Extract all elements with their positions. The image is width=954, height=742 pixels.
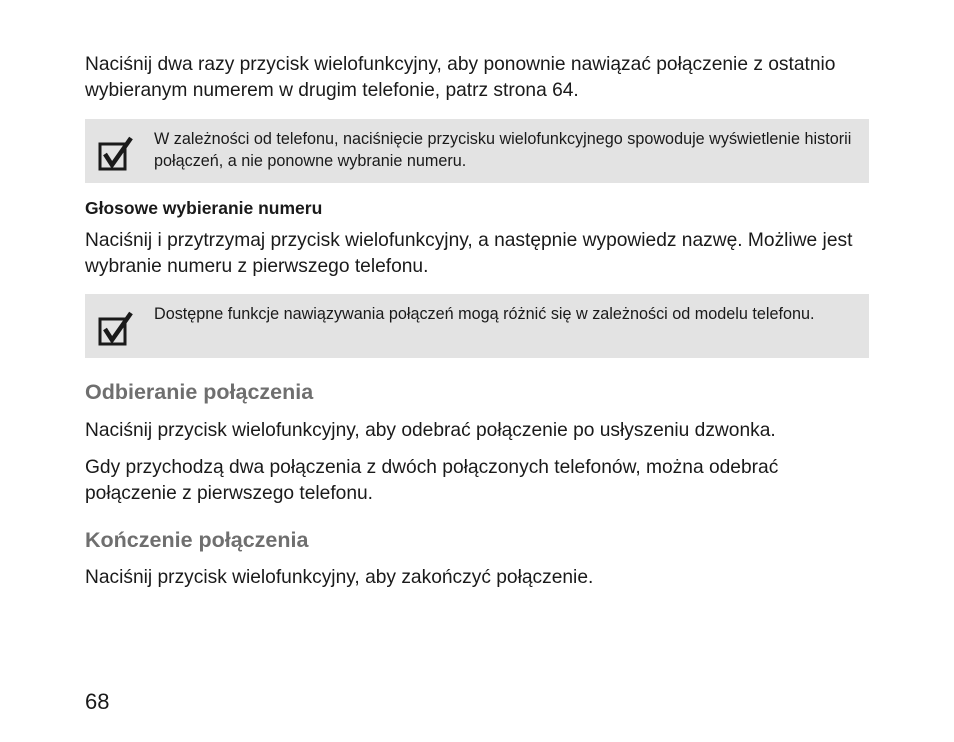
note-text-1: W zależności od telefonu, naciśnięcie przycisku wielofunkcyjnego spowoduje wyświetlenie historii połączeń, a nie ponowne wybranie numeru.	[154, 130, 852, 170]
voice-dial-paragraph: Naciśnij i przytrzymaj przycisk wielofunkcyjny, a następnie wypowiedz nazwę. Możliwe jest wybranie numeru z pierwszego telefonu.	[85, 230, 853, 277]
redial-paragraph: Naciśnij dwa razy przycisk wielofunkcyjny, aby ponownie nawiązać połączenie z ostatnio wybieranym numerem w drugim telefonie, patrz strona 64.	[85, 54, 836, 101]
note-text-2: Dostępne funkcje nawiązywania połączeń mogą różnić się w zależności od modelu telefonu.	[154, 305, 815, 323]
voice-dial-heading: Głosowe wybieranie numeru	[85, 198, 323, 218]
checkmark-box-icon	[98, 136, 134, 171]
answer-heading: Odbieranie połączenia	[85, 380, 314, 404]
note-box-1	[85, 119, 869, 183]
checkmark-box-icon	[98, 311, 134, 346]
page-number: 68	[85, 689, 110, 714]
end-call-paragraph: Naciśnij przycisk wielofunkcyjny, aby zakończyć połączenie.	[85, 567, 594, 588]
note-box-2	[85, 294, 869, 358]
end-call-heading: Kończenie połączenia	[85, 528, 309, 552]
answer-paragraph-1: Naciśnij przycisk wielofunkcyjny, aby odebrać połączenie po usłyszeniu dzwonka.	[85, 420, 776, 441]
answer-paragraph-2: Gdy przychodzą dwa połączenia z dwóch połączonych telefonów, można odebrać połączenie z pierwszego telefonu.	[85, 457, 779, 504]
